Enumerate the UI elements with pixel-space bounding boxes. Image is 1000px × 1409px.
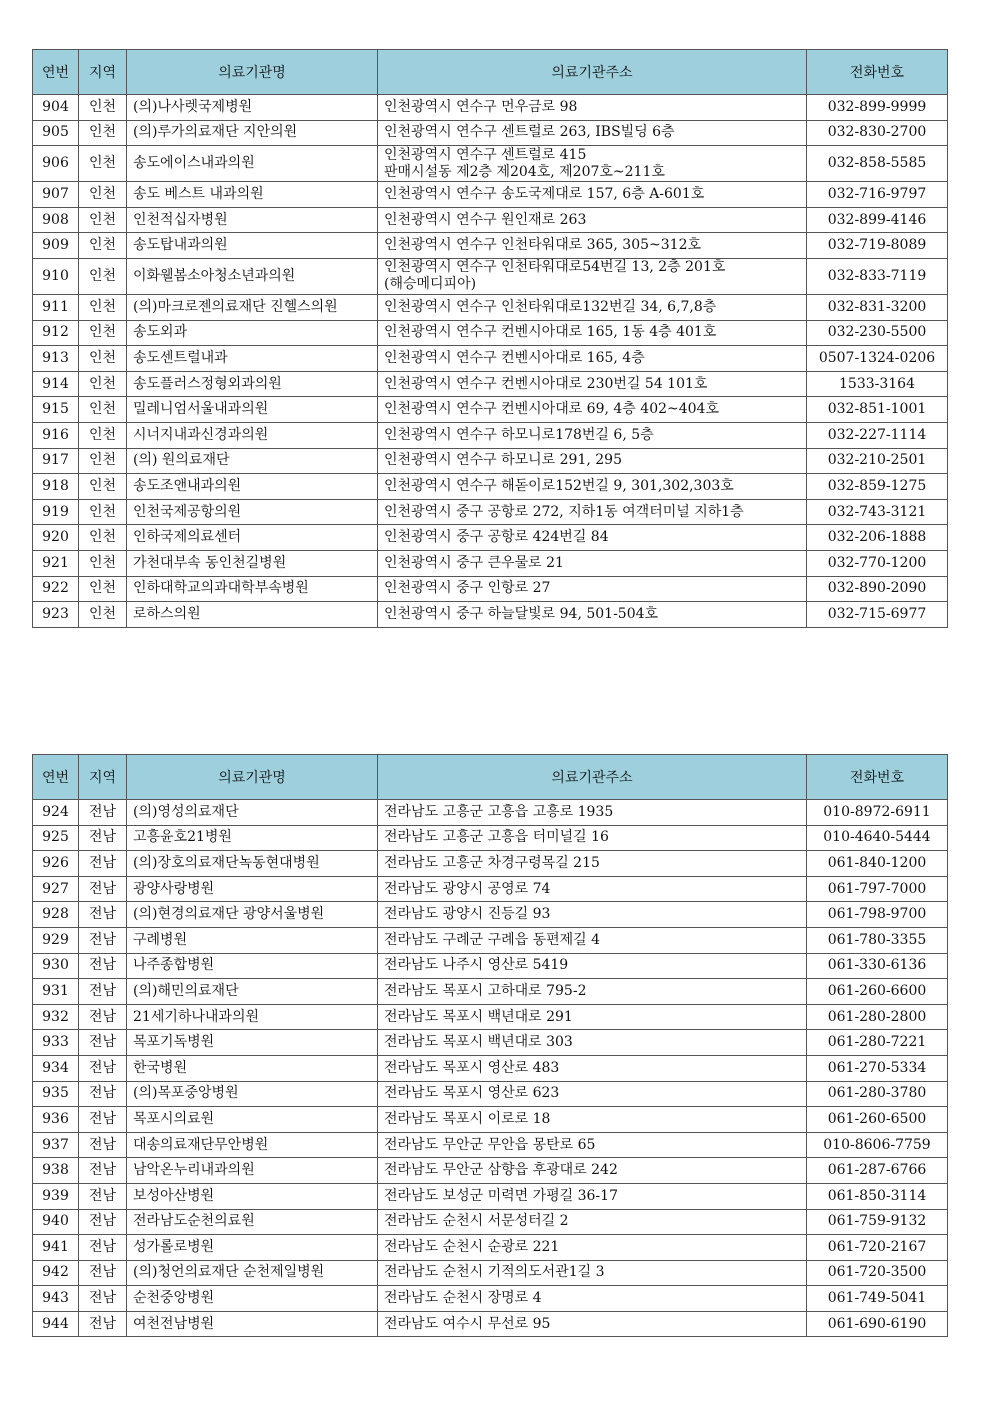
cell-address: 전라남도 순천시 순광로 221 [378, 1235, 807, 1261]
table-row [33, 902, 948, 928]
cell-name: (의)마크로젠의료재단 진헬스의원 [127, 294, 378, 320]
cell-region: 전남 [79, 1158, 127, 1184]
cell-name: 나주종합병원 [127, 953, 378, 979]
cell-no: 942 [33, 1260, 79, 1286]
cell-name: 송도플러스정형외과의원 [127, 371, 378, 397]
cell-name: 고흥윤호21병원 [127, 825, 378, 851]
cell-name: 송도탑내과의원 [127, 233, 378, 259]
cell-no: 908 [33, 207, 79, 233]
table-row [33, 1081, 948, 1107]
table-row [33, 1132, 948, 1158]
table-row [33, 525, 948, 551]
cell-region: 인천 [79, 320, 127, 346]
cell-phone: 032-230-5500 [807, 320, 948, 346]
cell-name: 인하국제의료센터 [127, 525, 378, 551]
cell-name: 인하대학교의과대학부속병원 [127, 576, 378, 602]
cell-phone: 061-850-3114 [807, 1183, 948, 1209]
cell-address: 인천광역시 연수구 인천타워대로132번길 34, 6,7,8층 [378, 294, 807, 320]
cell-address: 인천광역시 연수구 인천타워대로 365, 305~312호 [378, 233, 807, 259]
cell-no: 912 [33, 320, 79, 346]
cell-address: 인천광역시 중구 공항로 272, 지하1동 여객터미널 지하1층 [378, 499, 807, 525]
cell-address: 전라남도 광양시 공영로 74 [378, 876, 807, 902]
cell-phone: 061-260-6600 [807, 979, 948, 1005]
table-row [33, 258, 948, 294]
cell-no: 921 [33, 550, 79, 576]
cell-no: 940 [33, 1209, 79, 1235]
cell-phone: 032-851-1001 [807, 397, 948, 423]
header-no: 연번 [33, 755, 79, 800]
cell-phone: 032-227-1114 [807, 422, 948, 448]
cell-phone: 061-280-2800 [807, 1004, 948, 1030]
cell-name: 인천국제공항의원 [127, 499, 378, 525]
cell-region: 전남 [79, 1260, 127, 1286]
cell-region: 인천 [79, 525, 127, 551]
cell-region: 인천 [79, 120, 127, 146]
cell-name: 이화웰봄소아청소년과의원 [127, 258, 378, 294]
cell-no: 925 [33, 825, 79, 851]
table-row [33, 95, 948, 121]
cell-address: 전라남도 광양시 진등길 93 [378, 902, 807, 928]
cell-no: 924 [33, 800, 79, 826]
header-address: 의료기관주소 [378, 755, 807, 800]
cell-no: 933 [33, 1030, 79, 1056]
cell-no: 937 [33, 1132, 79, 1158]
cell-region: 인천 [79, 550, 127, 576]
cell-no: 920 [33, 525, 79, 551]
cell-name: 송도센트럴내과 [127, 346, 378, 372]
table-row [33, 182, 948, 208]
cell-name: (의)현경의료재단 광양서울병원 [127, 902, 378, 928]
cell-address: 전라남도 보성군 미력면 가평길 36-17 [378, 1183, 807, 1209]
cell-name: 인천적십자병원 [127, 207, 378, 233]
cell-phone: 061-840-1200 [807, 851, 948, 877]
cell-no: 929 [33, 927, 79, 953]
cell-name: 시너지내과신경과의원 [127, 422, 378, 448]
cell-region: 인천 [79, 258, 127, 294]
cell-no: 904 [33, 95, 79, 121]
cell-region: 전남 [79, 953, 127, 979]
table-row [33, 207, 948, 233]
cell-no: 932 [33, 1004, 79, 1030]
cell-no: 923 [33, 602, 79, 628]
cell-address: 전라남도 고흥군 고흥읍 터미널길 16 [378, 825, 807, 851]
hospital-table-incheon [32, 49, 948, 628]
cell-address: 인천광역시 중구 하늘달빛로 94, 501-504호 [378, 602, 807, 628]
table-row [33, 927, 948, 953]
cell-address: 인천광역시 연수구 컨벤시아대로 69, 4층 402~404호 [378, 397, 807, 423]
table-row [33, 825, 948, 851]
cell-no: 938 [33, 1158, 79, 1184]
hospital-table-jeonnam [32, 754, 948, 1337]
cell-address: 전라남도 구례군 구례읍 동편제길 4 [378, 927, 807, 953]
table-row [33, 120, 948, 146]
table-row [33, 1030, 948, 1056]
cell-phone: 032-890-2090 [807, 576, 948, 602]
cell-name: (의) 원의료재단 [127, 448, 378, 474]
cell-phone: 061-798-9700 [807, 902, 948, 928]
cell-address: 전라남도 목포시 영산로 483 [378, 1055, 807, 1081]
table-row [33, 422, 948, 448]
table-header-row [33, 755, 948, 800]
table-row [33, 320, 948, 346]
cell-no: 911 [33, 294, 79, 320]
cell-address: 인천광역시 연수구 해돋이로152번길 9, 301,302,303호 [378, 474, 807, 500]
cell-region: 전남 [79, 1030, 127, 1056]
cell-no: 939 [33, 1183, 79, 1209]
cell-no: 944 [33, 1311, 79, 1337]
table-row [33, 1004, 948, 1030]
cell-phone: 1533-3164 [807, 371, 948, 397]
cell-region: 인천 [79, 207, 127, 233]
table-row [33, 1311, 948, 1337]
cell-no: 917 [33, 448, 79, 474]
cell-no: 905 [33, 120, 79, 146]
cell-region: 인천 [79, 474, 127, 500]
cell-phone: 032-899-9999 [807, 95, 948, 121]
cell-address: 전라남도 순천시 기적의도서관1길 3 [378, 1260, 807, 1286]
cell-region: 전남 [79, 851, 127, 877]
cell-phone: 032-743-3121 [807, 499, 948, 525]
cell-phone: 061-690-6190 [807, 1311, 948, 1337]
table-row [33, 1055, 948, 1081]
cell-region: 전남 [79, 1209, 127, 1235]
cell-no: 914 [33, 371, 79, 397]
table-row [33, 1209, 948, 1235]
header-name: 의료기관명 [127, 50, 378, 95]
cell-phone: 032-719-8089 [807, 233, 948, 259]
table-row [33, 294, 948, 320]
cell-region: 인천 [79, 422, 127, 448]
cell-phone: 061-260-6500 [807, 1107, 948, 1133]
cell-address: 전라남도 목포시 고하대로 795-2 [378, 979, 807, 1005]
cell-phone: 061-720-3500 [807, 1260, 948, 1286]
cell-phone: 061-280-3780 [807, 1081, 948, 1107]
cell-region: 전남 [79, 1311, 127, 1337]
table-row [33, 1183, 948, 1209]
cell-address: 인천광역시 연수구 하모니로178번길 6, 5층 [378, 422, 807, 448]
cell-no: 934 [33, 1055, 79, 1081]
cell-region: 인천 [79, 233, 127, 259]
cell-address: 전라남도 목포시 영산로 623 [378, 1081, 807, 1107]
header-phone: 전화번호 [807, 755, 948, 800]
cell-no: 910 [33, 258, 79, 294]
cell-phone: 010-8606-7759 [807, 1132, 948, 1158]
table-row [33, 346, 948, 372]
cell-name: (의)목포중앙병원 [127, 1081, 378, 1107]
cell-region: 인천 [79, 95, 127, 121]
table-header-row [33, 50, 948, 95]
table-row [33, 800, 948, 826]
cell-no: 926 [33, 851, 79, 877]
cell-address: 전라남도 여수시 무선로 95 [378, 1311, 807, 1337]
cell-name: 21세기하나내과의원 [127, 1004, 378, 1030]
table-row [33, 1260, 948, 1286]
cell-address: 인천광역시 연수구 컨벤시아대로 230번길 54 101호 [378, 371, 807, 397]
table-row [33, 233, 948, 259]
cell-address: 인천광역시 연수구 먼우금로 98 [378, 95, 807, 121]
cell-name: 구례병원 [127, 927, 378, 953]
cell-phone: 032-899-4146 [807, 207, 948, 233]
cell-address: 인천광역시 연수구 인천타워대로54번길 13, 2층 201호 (해승메디피아) [378, 258, 807, 294]
cell-address: 인천광역시 연수구 컨벤시아대로 165, 1동 4층 401호 [378, 320, 807, 346]
cell-phone: 032-210-2501 [807, 448, 948, 474]
header-region: 지역 [79, 755, 127, 800]
table-row [33, 602, 948, 628]
cell-phone: 032-830-2700 [807, 120, 948, 146]
cell-address: 인천광역시 연수구 센트럴로 263, IBS빌딩 6층 [378, 120, 807, 146]
cell-address: 전라남도 목포시 백년대로 303 [378, 1030, 807, 1056]
cell-region: 인천 [79, 346, 127, 372]
cell-name: 전라남도순천의료원 [127, 1209, 378, 1235]
cell-no: 927 [33, 876, 79, 902]
cell-phone: 061-780-3355 [807, 927, 948, 953]
table-row [33, 448, 948, 474]
header-region: 지역 [79, 50, 127, 95]
cell-region: 인천 [79, 371, 127, 397]
table-row [33, 1235, 948, 1261]
cell-phone: 0507-1324-0206 [807, 346, 948, 372]
table-row [33, 953, 948, 979]
cell-region: 인천 [79, 448, 127, 474]
table-row [33, 499, 948, 525]
table-row [33, 146, 948, 182]
cell-address: 전라남도 순천시 서문성터길 2 [378, 1209, 807, 1235]
cell-name: (의)장호의료재단녹동현대병원 [127, 851, 378, 877]
cell-address: 인천광역시 연수구 송도국제대로 157, 6층 A-601호 [378, 182, 807, 208]
cell-name: 송도외과 [127, 320, 378, 346]
cell-region: 전남 [79, 1055, 127, 1081]
table-row [33, 1286, 948, 1312]
header-phone: 전화번호 [807, 50, 948, 95]
cell-region: 전남 [79, 1235, 127, 1261]
cell-no: 931 [33, 979, 79, 1005]
cell-address: 전라남도 무안군 무안읍 몽탄로 65 [378, 1132, 807, 1158]
cell-name: (의)영성의료재단 [127, 800, 378, 826]
cell-name: 대송의료재단무안병원 [127, 1132, 378, 1158]
cell-phone: 061-280-7221 [807, 1030, 948, 1056]
cell-phone: 032-859-1275 [807, 474, 948, 500]
cell-no: 915 [33, 397, 79, 423]
cell-region: 전남 [79, 979, 127, 1005]
cell-name: (의)루가의료재단 지안의원 [127, 120, 378, 146]
cell-address: 인천광역시 연수구 센트럴로 415 판매시설동 제2층 제204호, 제207호~211호 [378, 146, 807, 182]
cell-name: 송도조앤내과의원 [127, 474, 378, 500]
header-no: 연번 [33, 50, 79, 95]
cell-region: 전남 [79, 1004, 127, 1030]
cell-no: 907 [33, 182, 79, 208]
table-row [33, 1107, 948, 1133]
cell-address: 인천광역시 중구 인항로 27 [378, 576, 807, 602]
cell-no: 928 [33, 902, 79, 928]
cell-phone: 061-759-9132 [807, 1209, 948, 1235]
cell-phone: 061-749-5041 [807, 1286, 948, 1312]
cell-name: 순천중앙병원 [127, 1286, 378, 1312]
cell-region: 인천 [79, 146, 127, 182]
cell-address: 전라남도 고흥군 차경구령목길 215 [378, 851, 807, 877]
cell-address: 인천광역시 중구 큰우물로 21 [378, 550, 807, 576]
cell-phone: 032-716-9797 [807, 182, 948, 208]
cell-address: 전라남도 순천시 장명로 4 [378, 1286, 807, 1312]
cell-address: 인천광역시 중구 공항로 424번길 84 [378, 525, 807, 551]
cell-region: 인천 [79, 182, 127, 208]
table-row [33, 550, 948, 576]
cell-region: 전남 [79, 1107, 127, 1133]
cell-name: 송도 베스트 내과의원 [127, 182, 378, 208]
cell-name: 성가롤로병원 [127, 1235, 378, 1261]
cell-region: 인천 [79, 397, 127, 423]
cell-phone: 032-858-5585 [807, 146, 948, 182]
cell-no: 913 [33, 346, 79, 372]
cell-name: 광양사랑병원 [127, 876, 378, 902]
cell-region: 전남 [79, 1286, 127, 1312]
cell-region: 인천 [79, 499, 127, 525]
header-name: 의료기관명 [127, 755, 378, 800]
cell-region: 전남 [79, 927, 127, 953]
cell-phone: 061-270-5334 [807, 1055, 948, 1081]
cell-phone: 061-287-6766 [807, 1158, 948, 1184]
cell-name: (의)나사렛국제병원 [127, 95, 378, 121]
cell-no: 909 [33, 233, 79, 259]
cell-address: 전라남도 나주시 영산로 5419 [378, 953, 807, 979]
cell-no: 941 [33, 1235, 79, 1261]
cell-phone: 032-831-3200 [807, 294, 948, 320]
cell-phone: 032-770-1200 [807, 550, 948, 576]
cell-region: 전남 [79, 825, 127, 851]
cell-name: 목포기독병원 [127, 1030, 378, 1056]
cell-region: 전남 [79, 1081, 127, 1107]
cell-name: 한국병원 [127, 1055, 378, 1081]
header-address: 의료기관주소 [378, 50, 807, 95]
cell-address: 전라남도 무안군 삼향읍 후광대로 242 [378, 1158, 807, 1184]
cell-no: 930 [33, 953, 79, 979]
table-row [33, 371, 948, 397]
cell-address: 인천광역시 연수구 하모니로 291, 295 [378, 448, 807, 474]
cell-address: 전라남도 목포시 이로로 18 [378, 1107, 807, 1133]
cell-no: 906 [33, 146, 79, 182]
cell-no: 936 [33, 1107, 79, 1133]
table-row [33, 1158, 948, 1184]
cell-phone: 010-4640-5444 [807, 825, 948, 851]
cell-name: 목포시의료원 [127, 1107, 378, 1133]
cell-phone: 061-720-2167 [807, 1235, 948, 1261]
cell-no: 922 [33, 576, 79, 602]
cell-phone: 061-797-7000 [807, 876, 948, 902]
cell-name: 밀레니엄서울내과의원 [127, 397, 378, 423]
cell-region: 인천 [79, 602, 127, 628]
cell-no: 918 [33, 474, 79, 500]
cell-phone: 061-330-6136 [807, 953, 948, 979]
cell-name: 로하스의원 [127, 602, 378, 628]
table-row [33, 851, 948, 877]
cell-no: 935 [33, 1081, 79, 1107]
cell-name: (의)해민의료재단 [127, 979, 378, 1005]
cell-address: 전라남도 고흥군 고흥읍 고흥로 1935 [378, 800, 807, 826]
table-row [33, 876, 948, 902]
cell-phone: 032-715-6977 [807, 602, 948, 628]
cell-no: 943 [33, 1286, 79, 1312]
cell-no: 919 [33, 499, 79, 525]
cell-name: 남악온누리내과의원 [127, 1158, 378, 1184]
cell-name: (의)청언의료재단 순천제일병원 [127, 1260, 378, 1286]
cell-phone: 032-206-1888 [807, 525, 948, 551]
cell-address: 전라남도 목포시 백년대로 291 [378, 1004, 807, 1030]
cell-region: 전남 [79, 1183, 127, 1209]
cell-name: 보성아산병원 [127, 1183, 378, 1209]
cell-region: 전남 [79, 1132, 127, 1158]
cell-phone: 032-833-7119 [807, 258, 948, 294]
cell-region: 전남 [79, 800, 127, 826]
table-row [33, 576, 948, 602]
table-row [33, 979, 948, 1005]
table-row [33, 474, 948, 500]
cell-address: 인천광역시 연수구 컨벤시아대로 165, 4층 [378, 346, 807, 372]
cell-name: 가천대부속 동인천길병원 [127, 550, 378, 576]
cell-region: 인천 [79, 576, 127, 602]
table-row [33, 397, 948, 423]
cell-region: 인천 [79, 294, 127, 320]
cell-region: 전남 [79, 902, 127, 928]
cell-name: 송도에이스내과의원 [127, 146, 378, 182]
cell-name: 여천전남병원 [127, 1311, 378, 1337]
cell-address: 인천광역시 연수구 원인재로 263 [378, 207, 807, 233]
cell-phone: 010-8972-6911 [807, 800, 948, 826]
cell-no: 916 [33, 422, 79, 448]
cell-region: 전남 [79, 876, 127, 902]
